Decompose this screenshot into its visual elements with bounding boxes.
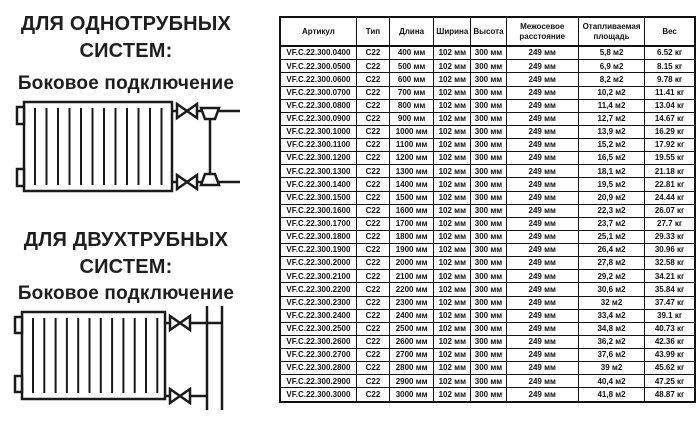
table-cell: 102 мм [434,73,471,86]
table-cell: VF.C.22.300.0800 [280,99,356,112]
two-pipe-subtitle: Боковое подключение [17,283,235,304]
table-cell: 1700 мм [390,217,434,230]
table-cell: 5,8 м2 [578,46,644,60]
table-cell: 102 мм [434,165,471,178]
table-cell: 102 мм [434,125,471,138]
table-cell: C22 [356,230,389,243]
table-cell: 33,4 м2 [578,309,644,322]
table-row [280,46,695,60]
table-cell: 300 мм [471,112,506,125]
table-row [280,99,695,112]
table-cell: 39 м2 [578,362,644,375]
table-cell: 11.41 кг [645,86,695,99]
table-cell: 300 мм [471,46,506,60]
table-cell: 300 мм [471,60,506,73]
column-header: Межосевое расстояние [506,17,578,46]
table-cell: 27.7 кг [645,217,695,230]
table-cell: VF.C.22.300.1100 [280,139,356,152]
tee-fitting-bottom [201,174,219,185]
table-cell: VF.C.22.300.3000 [280,388,356,402]
table-cell: 2000 мм [390,257,434,270]
table-cell: 300 мм [471,165,506,178]
table-cell: VF.C.22.300.2100 [280,270,356,283]
table-cell: 13,9 м2 [578,125,644,138]
table-cell: C22 [356,60,389,73]
table-cell: 249 мм [506,191,578,204]
table-cell: VF.C.22.300.1400 [280,178,356,191]
table-cell: 8.15 кг [645,60,695,73]
table-cell: 1000 мм [390,125,434,138]
table-cell: 102 мм [434,60,471,73]
table-row [280,178,695,191]
table-row [280,375,695,388]
radiator-tab-top [15,317,22,333]
table-row [280,283,695,296]
table-cell: 12,7 м2 [578,112,644,125]
table-header-row [280,17,695,46]
table-cell: 500 мм [390,60,434,73]
table-cell: 42.36 кг [645,335,695,348]
table-cell: 3000 мм [390,388,434,402]
table-cell: C22 [356,86,389,99]
table-cell: 300 мм [471,139,506,152]
table-cell: 17.92 кг [645,139,695,152]
diagrams-panel [0,0,278,421]
table-cell: 2600 мм [390,335,434,348]
table-cell: 300 мм [471,204,506,217]
table-cell: 1200 мм [390,152,434,165]
table-cell: C22 [356,244,389,257]
table-cell: 102 мм [434,99,471,112]
radiator-spec-table [279,16,696,403]
table-cell: 249 мм [506,46,578,60]
table-cell: 34,8 м2 [578,322,644,335]
table-cell: VF.C.22.300.0600 [280,73,356,86]
radiator-fins [35,108,162,185]
table-cell: C22 [356,152,389,165]
table-cell: 40.73 кг [645,322,695,335]
table-cell: 22.81 кг [645,178,695,191]
table-cell: 249 мм [506,60,578,73]
table-cell: 300 мм [471,270,506,283]
table-row [280,230,695,243]
table-cell: 36,2 м2 [578,335,644,348]
table-row [280,217,695,230]
table-cell: 1100 мм [390,139,434,152]
radiator-tab-top [17,107,24,124]
table-cell: 300 мм [471,257,506,270]
radiator-tab-bottom [15,376,22,392]
table-cell: 249 мм [506,283,578,296]
table-cell: 27,8 м2 [578,257,644,270]
table-row [280,139,695,152]
table-cell: C22 [356,112,389,125]
table-cell: VF.C.22.300.2500 [280,322,356,335]
table-cell: 1800 мм [390,230,434,243]
table-cell: VF.C.22.300.1300 [280,165,356,178]
table-cell: 43.99 кг [645,349,695,362]
table-cell: C22 [356,322,389,335]
table-cell: 45.62 кг [645,362,695,375]
table-cell: VF.C.22.300.0400 [280,46,356,60]
table-cell: 16.29 кг [645,125,695,138]
table-cell: 249 мм [506,217,578,230]
column-header: Длина [390,17,434,46]
table-cell: 300 мм [471,349,506,362]
table-cell: 23,7 м2 [578,217,644,230]
table-cell: 26,4 м2 [578,244,644,257]
table-cell: VF.C.22.300.1800 [280,230,356,243]
table-cell: 102 мм [434,283,471,296]
table-cell: 249 мм [506,362,578,375]
table-cell: 800 мм [390,99,434,112]
valve-icon-top [170,316,190,330]
table-cell: 9.78 кг [645,73,695,86]
table-cell: VF.C.22.300.1200 [280,152,356,165]
table-cell: 102 мм [434,152,471,165]
table-row [280,152,695,165]
table-cell: 29.33 кг [645,230,695,243]
table-cell: C22 [356,335,389,348]
table-cell: 249 мм [506,165,578,178]
table-cell: 26.07 кг [645,204,695,217]
table-cell: 2400 мм [390,309,434,322]
table-cell: 37.47 кг [645,296,695,309]
table-cell: 30.96 кг [645,244,695,257]
table-cell: 400 мм [390,46,434,60]
tee-fitting-top [201,108,219,119]
table-cell: 249 мм [506,112,578,125]
valve-icon-bottom [177,175,197,189]
table-cell: 102 мм [434,388,471,402]
table-cell: 249 мм [506,309,578,322]
table-cell: C22 [356,73,389,86]
table-cell: C22 [356,46,389,60]
table-cell: 24.44 кг [645,191,695,204]
table-cell: 300 мм [471,244,506,257]
table-cell: 300 мм [471,73,506,86]
table-cell: 249 мм [506,270,578,283]
table-cell: 300 мм [471,191,506,204]
table-cell: 2100 мм [390,270,434,283]
table-cell: 18,1 м2 [578,165,644,178]
table-cell: C22 [356,125,389,138]
table-cell: 249 мм [506,178,578,191]
table-cell: 6.52 кг [645,46,695,60]
column-header: Вес [645,17,695,46]
table-cell: 8,2 м2 [578,73,644,86]
single-pipe-section-title: ДЛЯ ОДНОТРУБНЫХ СИСТЕМ: [20,13,232,62]
table-cell: 300 мм [471,335,506,348]
table-cell: VF.C.22.300.0900 [280,112,356,125]
table-cell: 102 мм [434,322,471,335]
table-cell: C22 [356,362,389,375]
table-row [280,244,695,257]
table-cell: 2300 мм [390,296,434,309]
table-cell: 102 мм [434,46,471,60]
column-header: Тип [356,17,389,46]
table-cell: 102 мм [434,257,471,270]
table-cell: 300 мм [471,322,506,335]
table-cell: VF.C.22.300.1000 [280,125,356,138]
table-cell: 102 мм [434,349,471,362]
table-cell: 2800 мм [390,362,434,375]
valve-icon-bottom [170,389,190,403]
table-cell: 21.18 кг [645,165,695,178]
single-pipe-subtitle: Боковое подключение [17,73,235,94]
table-cell: 10,2 м2 [578,86,644,99]
table-cell: 102 мм [434,375,471,388]
table-cell: 1600 мм [390,204,434,217]
table-cell: 249 мм [506,375,578,388]
table-cell: 249 мм [506,335,578,348]
table-row [280,349,695,362]
table-row [280,60,695,73]
table-cell: 249 мм [506,388,578,402]
table-cell: 32 м2 [578,296,644,309]
table-cell: 249 мм [506,204,578,217]
table-cell: 102 мм [434,362,471,375]
table-cell: C22 [356,309,389,322]
table-cell: 300 мм [471,125,506,138]
column-header: Ширина [434,17,471,46]
table-cell: 102 мм [434,86,471,99]
table-cell: 300 мм [471,283,506,296]
table-cell: C22 [356,270,389,283]
table-cell: VF.C.22.300.2300 [280,296,356,309]
table-cell: VF.C.22.300.0700 [280,86,356,99]
valve-icon-top [177,104,197,118]
table-cell: 600 мм [390,73,434,86]
table-cell: VF.C.22.300.1500 [280,191,356,204]
table-cell: VF.C.22.300.2600 [280,335,356,348]
table-cell: C22 [356,283,389,296]
table-cell: 11,4 м2 [578,99,644,112]
table-cell: VF.C.22.300.0500 [280,60,356,73]
table-row [280,191,695,204]
table-cell: 300 мм [471,86,506,99]
table-cell: 249 мм [506,139,578,152]
table-cell: 249 мм [506,125,578,138]
table-cell: 102 мм [434,217,471,230]
two-pipe-section-title: ДЛЯ ДВУХТРУБНЫХ СИСТЕМ: [23,229,229,278]
table-cell: 102 мм [434,230,471,243]
table-cell: 2700 мм [390,349,434,362]
table-cell: C22 [356,217,389,230]
table-cell: VF.C.22.300.2000 [280,257,356,270]
table-cell: 102 мм [434,270,471,283]
table-cell: 37,6 м2 [578,349,644,362]
table-row [280,388,695,402]
table-cell: 48.87 кг [645,388,695,402]
table-cell: 1500 мм [390,191,434,204]
table-row [280,112,695,125]
table-cell: C22 [356,178,389,191]
table-cell: 300 мм [471,362,506,375]
table-cell: 29,2 м2 [578,270,644,283]
table-row [280,296,695,309]
single-pipe-diagram [2,97,262,203]
table-cell: C22 [356,375,389,388]
column-header: Артикул [280,17,356,46]
table-cell: VF.C.22.300.1600 [280,204,356,217]
table-row [280,165,695,178]
table-cell: 102 мм [434,309,471,322]
table-row [280,335,695,348]
table-cell: 2500 мм [390,322,434,335]
table-cell: VF.C.22.300.2700 [280,349,356,362]
table-cell: 19.55 кг [645,152,695,165]
table-cell: 25,1 м2 [578,230,644,243]
table-cell: 102 мм [434,335,471,348]
table-cell: 20,9 м2 [578,191,644,204]
table-row [280,73,695,86]
radiator-fins [33,318,157,393]
table-cell: 249 мм [506,296,578,309]
table-cell: 102 мм [434,191,471,204]
table-cell: 30,6 м2 [578,283,644,296]
table-cell: 300 мм [471,99,506,112]
table-cell: 249 мм [506,244,578,257]
table-cell: 300 мм [471,178,506,191]
table-cell: VF.C.22.300.1900 [280,244,356,257]
table-cell: 13.04 кг [645,99,695,112]
table-cell: 22,3 м2 [578,204,644,217]
table-cell: 39.1 кг [645,309,695,322]
table-cell: 300 мм [471,152,506,165]
table-cell: 249 мм [506,99,578,112]
table-cell: 300 мм [471,217,506,230]
table-cell: VF.C.22.300.1700 [280,217,356,230]
table-cell: 35.84 кг [645,283,695,296]
table-cell: C22 [356,257,389,270]
table-cell: C22 [356,204,389,217]
table-body [280,46,695,402]
table-cell: C22 [356,99,389,112]
table-cell: 249 мм [506,257,578,270]
table-cell: C22 [356,191,389,204]
table-cell: 700 мм [390,86,434,99]
table-cell: 32.58 кг [645,257,695,270]
table-cell: 40,4 м2 [578,375,644,388]
table-cell: C22 [356,165,389,178]
column-header: Отапливаемая площадь [578,17,644,46]
table-cell: C22 [356,388,389,402]
table-cell: 2200 мм [390,283,434,296]
table-cell: C22 [356,349,389,362]
table-cell: 102 мм [434,296,471,309]
table-cell: VF.C.22.300.2400 [280,309,356,322]
table-row [280,125,695,138]
table-cell: 14.67 кг [645,112,695,125]
table-row [280,204,695,217]
table-row [280,322,695,335]
table-cell: 300 мм [471,309,506,322]
table-cell: 15,2 м2 [578,139,644,152]
table-cell: 102 мм [434,139,471,152]
table-cell: 1400 мм [390,178,434,191]
table-cell: 16,5 м2 [578,152,644,165]
table-cell: VF.C.22.300.2800 [280,362,356,375]
table-row [280,362,695,375]
table-cell: 249 мм [506,349,578,362]
table-cell: 300 мм [471,230,506,243]
table-cell: 47.25 кг [645,375,695,388]
table-cell: 2900 мм [390,375,434,388]
table-cell: VF.C.22.300.2900 [280,375,356,388]
table-cell: 19,5 м2 [578,178,644,191]
table-cell: 34.21 кг [645,270,695,283]
table-cell: 249 мм [506,152,578,165]
table-row [280,309,695,322]
table-cell: 102 мм [434,204,471,217]
table-cell: 249 мм [506,230,578,243]
table-cell: 300 мм [471,375,506,388]
table-cell: 102 мм [434,112,471,125]
table-row [280,257,695,270]
column-header: Высота [471,17,506,46]
table-cell: 6,9 м2 [578,60,644,73]
table-cell: 300 мм [471,388,506,402]
table-cell: 102 мм [434,178,471,191]
table-cell: 249 мм [506,86,578,99]
table-row [280,86,695,99]
table-cell: 249 мм [506,73,578,86]
table-cell: C22 [356,139,389,152]
table-row [280,270,695,283]
table-cell: VF.C.22.300.2200 [280,283,356,296]
table-cell: 1300 мм [390,165,434,178]
table-cell: 249 мм [506,322,578,335]
table-cell: 41,8 м2 [578,388,644,402]
table-cell: 1900 мм [390,244,434,257]
table-cell: 102 мм [434,244,471,257]
table-cell: 900 мм [390,112,434,125]
radiator-tab-bottom [17,169,24,186]
table-cell: C22 [356,296,389,309]
two-pipe-diagram [2,302,262,416]
table-cell: 300 мм [471,296,506,309]
